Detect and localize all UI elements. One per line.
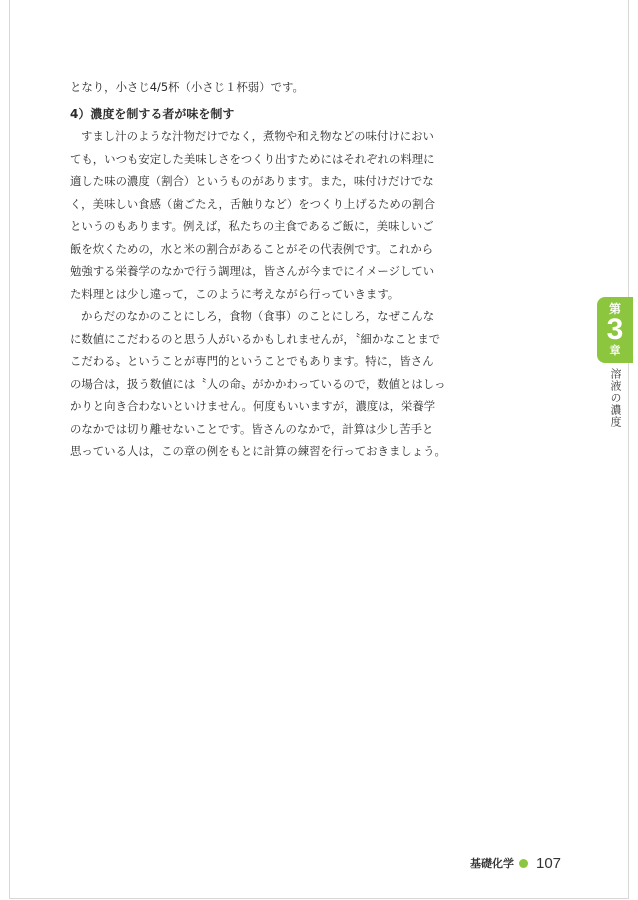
- first-line: となり，小さじ4/5杯（小さじ１杯弱）です。: [70, 80, 304, 94]
- book-title: 基礎化学: [470, 857, 514, 870]
- paragraph-line: というのもあります。例えば，私たちの主食であるご飯に，美味しいご: [70, 219, 434, 233]
- footer: [470, 853, 610, 873]
- section-heading: 4）濃度を制する者が味を制す: [70, 106, 235, 121]
- paragraph-line: の場合は，扱う数値には〝人の命〟がかかわっているので，数値とはしっ: [70, 376, 446, 391]
- paragraph-1: [70, 125, 435, 305]
- paragraph-line: 飯を炊くための，水と米の割合があることがその代表例です。これから: [70, 241, 434, 256]
- paragraph-line: く，美味しい食感（歯ごたえ，舌触りなど）をつくり上げるための割合: [70, 196, 435, 211]
- chapter-number: 3: [606, 313, 624, 346]
- paragraph-line: 思っている人は，この章の例をもとに計算の練習を行っておきましょう。: [70, 444, 446, 458]
- paragraph-line: こだわる〟ということが専門的ということでもあります。特に，皆さん: [70, 354, 434, 368]
- paragraph-line: に数値にこだわるのと思う人がいるかもしれませんが，〝細かなことまで: [70, 331, 441, 346]
- paragraph-2: [70, 305, 446, 463]
- paragraph-line: 適した味の濃度（割合）というものがあります。また，味付けだけでな: [70, 174, 434, 188]
- chapter-tab[interactable]: [597, 297, 633, 363]
- paragraph-line: ても，いつも安定した美味しさをつくり出すためにはそれぞれの料理に: [70, 151, 435, 166]
- paragraph-line: かりと向き合わないといけません。何度もいいますが，濃度は，栄養学: [70, 399, 436, 413]
- chapter-prefix: 第: [608, 302, 621, 316]
- page-number: 107: [536, 854, 562, 872]
- paragraph-line: からだのなかのことにしろ，食物（食事）のことにしろ，なぜこんな: [81, 309, 435, 323]
- paragraph-line: すまし汁のような汁物だけでなく，煮物や和え物などの味付けにおい: [81, 129, 434, 143]
- bullet-dot-icon: [519, 859, 528, 868]
- paragraph-line: のなかでは切り離せないことです。皆さんのなかで，計算は少し苦手と: [70, 421, 434, 436]
- paragraph-line: 勉強する栄養学のなかで行う調理は，皆さんが今までにイメージしてい: [70, 264, 435, 278]
- body-text: [70, 76, 446, 463]
- chapter-title: 溶液の濃度: [609, 368, 622, 428]
- chapter-suffix: 章: [609, 344, 621, 357]
- paragraph-line: た料理とは少し違って，このように考えながら行っていきます。: [70, 286, 400, 301]
